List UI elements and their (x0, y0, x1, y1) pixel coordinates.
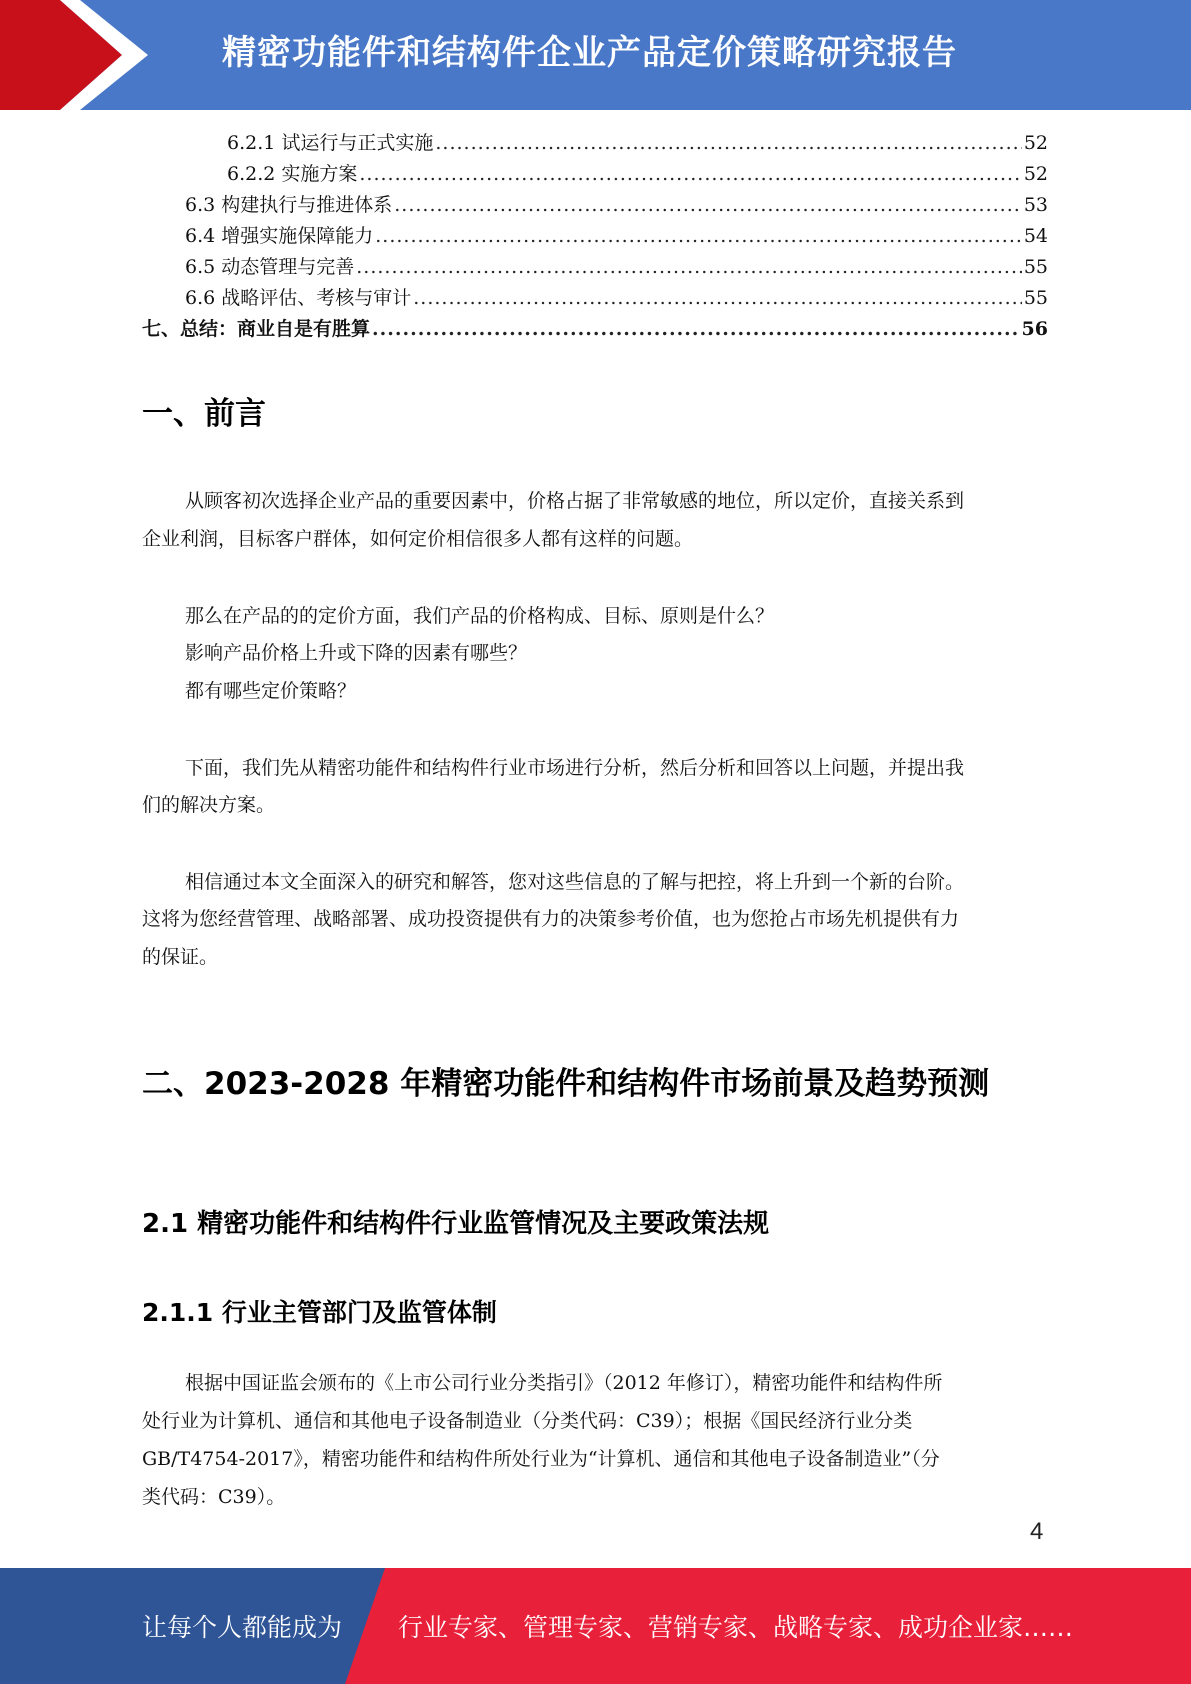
paragraph-line: 从顾客初次选择企业产品的重要因素中，价格占据了非常敏感的地位，所以定价，直接关系到 (185, 490, 965, 512)
paragraph-line: 处行业为计算机、通信和其他电子设备制造业（分类代码：C39）；根据《国民经济行业分类 (142, 1410, 913, 1432)
toc-dot-leader (394, 191, 1022, 219)
paragraph-line: 下面，我们先从精密功能件和结构件行业市场进行分析，然后分析和回答以上问题，并提出我 (185, 757, 965, 779)
toc-dot-leader (435, 129, 1021, 157)
paragraph-line: 的保证。 (142, 946, 219, 968)
header-banner (0, 0, 1191, 110)
toc-entry-title: 6.4 增强实施保障能力 (185, 225, 374, 247)
paragraph-line: 这将为您经营管理、战略部署、成功投资提供有力的决策参考价值，也为您抢占市场先机提供有力 (142, 908, 960, 930)
question-line: 影响产品价格上升或下降的因素有哪些？ (185, 642, 528, 664)
chapter2-heading: 二、2023-2028 年精密功能件和结构件市场前景及趋势预测 (142, 1066, 990, 1102)
footer-banner (0, 1568, 1191, 1684)
toc-entry-title: 6.2.2 实施方案 (227, 163, 358, 185)
paragraph-line: 们的解决方案。 (142, 794, 276, 816)
toc-entry-page: 55 (1023, 287, 1048, 309)
toc-entry-title: 6.3 构建执行与推进体系 (185, 194, 393, 216)
toc-dot-leader (356, 253, 1022, 281)
toc-entry-page: 55 (1023, 256, 1048, 278)
paragraph-line: 企业利润，目标客户群体，如何定价相信很多人都有这样的问题。 (142, 528, 694, 550)
section-2-1-1-heading: 2.1.1 行业主管部门及监管体制 (142, 1298, 497, 1327)
footer-slogan-right: 行业专家、管理专家、营销专家、战略专家、成功企业家…… (398, 1613, 1074, 1642)
toc-dot-leader (375, 222, 1022, 250)
paragraph-line: 根据中国证监会颁布的《上市公司行业分类指引》（2012 年修订），精密功能件和结构件所 (185, 1372, 943, 1394)
paragraph-line: 相信通过本文全面深入的研究和解答，您对这些信息的了解与把控，将上升到一个新的台阶。 (185, 871, 965, 893)
toc-entry[interactable] (185, 253, 1048, 281)
page-number: 4 (1030, 1518, 1044, 1545)
toc-entry-title: 6.2.1 试运行与正式实施 (227, 132, 434, 154)
toc-entry[interactable] (185, 222, 1048, 250)
toc-entry-page: 56 (1021, 318, 1048, 340)
paragraph-line: GB/T4754-2017》，精密功能件和结构件所处行业为“计算机、通信和其他电子设备制造业”（分 (142, 1448, 940, 1470)
footer-slogan-left: 让每个人都能成为 (142, 1613, 343, 1642)
toc-entry[interactable] (227, 129, 1048, 157)
paragraph-line: 类代码：C39）。 (142, 1486, 286, 1508)
toc-entry-page: 52 (1023, 132, 1048, 154)
toc-entry-chapter[interactable] (142, 315, 1048, 343)
preface-heading: 一、前言 (142, 396, 266, 432)
toc-dot-leader (413, 284, 1022, 312)
header-arrow-decoration (0, 0, 150, 110)
toc-entry-page: 54 (1023, 225, 1048, 247)
toc-entry[interactable] (185, 284, 1048, 312)
toc-entry-title: 6.5 动态管理与完善 (185, 256, 355, 278)
toc-entry[interactable] (185, 191, 1048, 219)
toc-entry-title: 七、总结：商业自是有胜算 (142, 318, 371, 340)
toc-entry-title: 6.6 战略评估、考核与审计 (185, 287, 412, 309)
toc-entry-page: 52 (1023, 163, 1048, 185)
toc-entry-page: 53 (1023, 194, 1048, 216)
toc-dot-leader (359, 160, 1021, 188)
report-title: 精密功能件和结构件企业产品定价策略研究报告 (222, 33, 957, 73)
question-line: 都有哪些定价策略？ (185, 680, 357, 702)
question-line: 那么在产品的的定价方面，我们产品的价格构成、目标、原则是什么？ (185, 605, 775, 627)
toc-dot-leader (372, 315, 1020, 343)
section-2-1-heading: 2.1 精密功能件和结构件行业监管情况及主要政策法规 (142, 1209, 770, 1239)
toc-entry[interactable] (227, 160, 1048, 188)
